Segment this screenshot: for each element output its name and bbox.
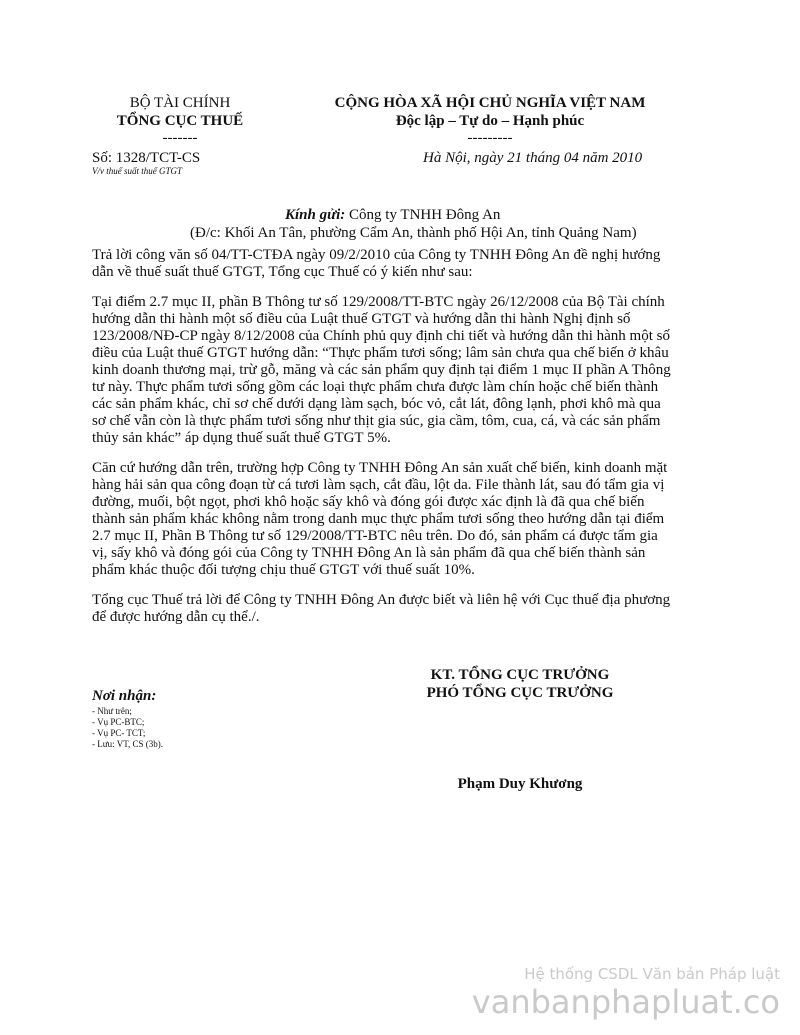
paragraph-line: hướng dẫn thi hành một số điều của Luật thuế GTGT và hướng dẫn thi hành Nghị định số — [92, 311, 631, 327]
paragraph-line: phẩm khác thuộc đối tượng chịu thuế GTGT với thuế suất 10%. — [92, 562, 475, 578]
ministry-name: BỘ TÀI CHÍNH — [129, 95, 231, 111]
paragraph-line: tư này. Thực phẩm tươi sống gồm các loại thực phẩm chưa được làm chín hoặc chế biến thành — [92, 379, 659, 395]
paragraph-line: Tại điểm 2.7 mục II, phần B Thông tư số 129/2008/TT-BTC ngày 26/12/2008 của Bộ Tài chính — [92, 294, 665, 310]
nation-title: CỘNG HÒA XÃ HỘI CHỦ NGHĨA VIỆT NAM — [334, 95, 646, 111]
paragraph-regulation — [92, 294, 714, 447]
paragraph-line: để được hướng dẫn cụ thể./. — [92, 609, 260, 625]
paragraph-line: sơ chế vẫn còn là thực phẩm tươi sống như thịt gia súc, gia cầm, tôm, cua, cá, và các sản phẩm — [92, 413, 661, 429]
paragraph-reply — [92, 247, 714, 281]
recipients-title: Nơi nhận: — [92, 688, 157, 704]
paragraph-line: thủy sản khác” áp dụng thuế suất thuế GTGT 5%. — [92, 430, 391, 446]
footer-caption: Hệ thống CSDL Văn bản Pháp luật — [524, 965, 780, 983]
header-left-divider: ------- — [162, 130, 198, 146]
footer-site-name: vanbanphapluat.co — [471, 983, 780, 1021]
signature-title: KT. TỔNG CỤC TRƯỞNG — [430, 667, 610, 683]
paragraph-line: kinh doanh thương mại, trừ gỗ, măng và các sản phẩm quy định tại điểm 1 mục II phần A Thông — [92, 362, 671, 378]
signer-name: Phạm Duy Khương — [457, 776, 583, 792]
letter-body — [92, 247, 714, 626]
national-motto: Độc lập – Tự do – Hạnh phúc — [395, 113, 585, 129]
signature-subtitle: PHÓ TỔNG CỤC TRƯỞNG — [426, 685, 614, 701]
document-number: Số: 1328/TCT-CS — [92, 150, 201, 166]
recipient-company: Công ty TNHH Đông An — [349, 207, 501, 223]
paragraph-line: 2.7 mục II, Phần B Thông tư số 129/2008/TT-BTC nêu trên. Do đó, sản phẩm cá được tẩm gia — [92, 528, 658, 544]
paragraph-line: dẫn về thuế suất thuế GTGT, Tổng cục Thuế có ý kiến như sau: — [92, 264, 473, 280]
paragraph-line: thành sản phẩm khác không nằm trong danh mục thực phẩm tươi sống theo hướng dẫn tại điểm — [92, 511, 665, 527]
recipient-address: (Đ/c: Khối An Tân, phường Cẩm An, thành phố Hội An, tỉnh Quảng Nam) — [190, 225, 637, 241]
header-right-divider: --------- — [467, 130, 513, 146]
paragraph-line: 123/2008/NĐ-CP ngày 8/12/2008 của Chính phủ quy định chi tiết và hướng dẫn thi hành một số — [92, 328, 670, 344]
recipient-item: - Như trên; — [92, 706, 132, 716]
paragraph-line: Căn cứ hướng dẫn trên, trường hợp Công ty TNHH Đông An sản xuất chế biến, kinh doanh mặt — [92, 460, 668, 476]
paragraph-line: đường, muối, bột ngọt, phơi khô hoặc sấy khô và đóng gói được xác định là đã qua chế biến — [92, 494, 645, 510]
paragraph-closing — [92, 592, 714, 626]
recipients-list — [92, 706, 163, 750]
paragraph-conclusion — [92, 460, 714, 579]
place-date: Hà Nội, ngày 21 tháng 04 năm 2010 — [423, 150, 643, 166]
recipient-label: Kính gửi: — [285, 207, 346, 223]
recipient-line — [285, 206, 500, 224]
recipient-item: - Vụ PC-BTC; — [92, 717, 145, 727]
document-subject: V/v thuế suất thuế GTGT — [92, 166, 182, 176]
paragraph-line: các sản phẩm khác, chỉ sơ chế dưới dạng làm sạch, bóc vỏ, cắt lát, đông lạnh, phơi khô mà qua — [92, 396, 661, 412]
recipient-item: - Vụ PC- TCT; — [92, 728, 146, 738]
paragraph-line: vị, sấy khô và đóng gói của Công ty TNHH Đông An là sản phẩm đã qua chế biến thành sản — [92, 545, 646, 561]
department-name: TỔNG CỤC THUẾ — [116, 113, 244, 129]
paragraph-line: Trả lời công văn số 04/TT-CTĐA ngày 09/2/2010 của Công ty TNHH Đông An đề nghị hướng — [92, 247, 661, 263]
paragraph-line: điều của Luật thuế GTGT hướng dẫn: “Thực phẩm tươi sống; lâm sản chưa qua chế biến ở khâu — [92, 345, 669, 361]
paragraph-line: hàng hải sản qua công đoạn từ cá tươi làm sạch, cắt đầu, lột da. File thành lát, sau đó tẩm gia vị — [92, 477, 665, 493]
paragraph-line: Tổng cục Thuế trả lời để Công ty TNHH Đông An được biết và liên hệ với Cục thuế địa phương — [92, 592, 671, 608]
recipient-item: - Lưu: VT, CS (3b). — [92, 739, 164, 749]
